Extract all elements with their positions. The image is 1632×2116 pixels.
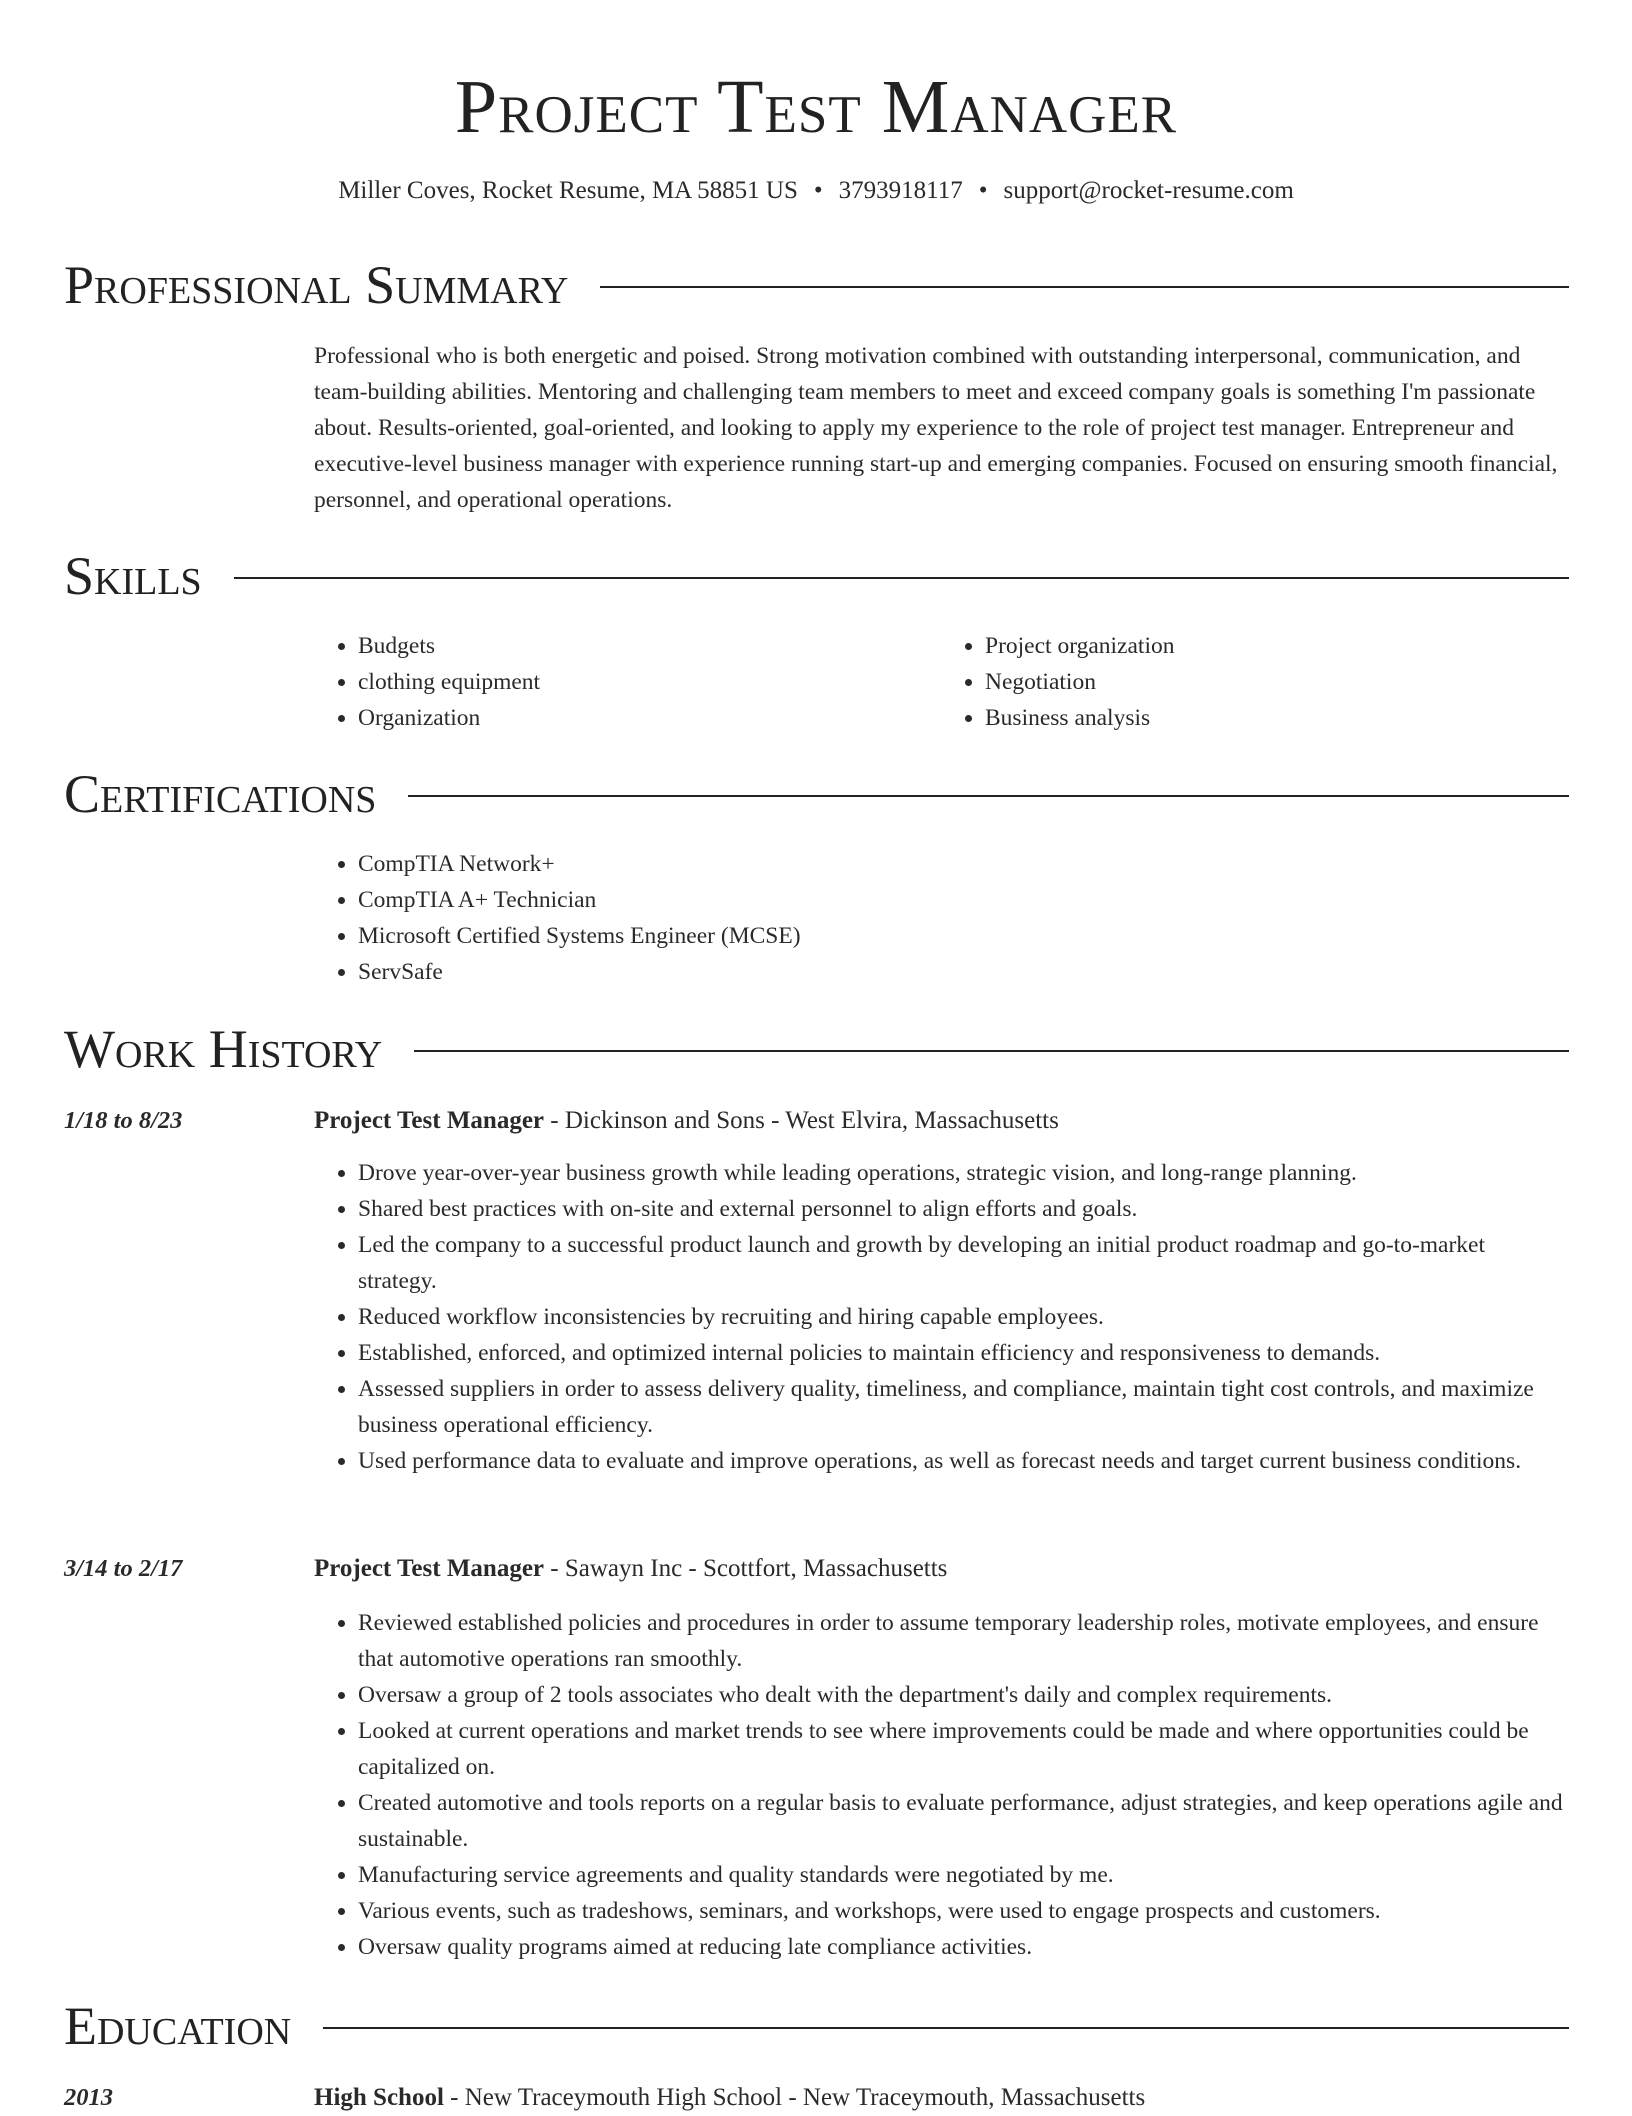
certifications-list [314,846,1568,990]
skills-list [314,628,1568,736]
certifications-section-header [64,762,1569,826]
work-section-header [64,1017,1569,1081]
section-divider [234,577,1569,579]
certification-item: • ServSafe [358,954,1568,990]
summary-heading: Professional Summary [64,255,569,315]
job-bullet: • Assessed suppliers in order to assess delivery quality, timeliness, and compliance, maintain tight cost controls, and maximize business operational efficiency. [358,1371,1568,1443]
work-heading: Work History [64,1019,383,1079]
education-year: 2013 [64,2084,113,2111]
skill-item: • Negotiation [985,664,1568,700]
certification-item: • Microsoft Certified Systems Engineer (MCSE) [358,918,1568,954]
job-bullets [314,1155,1568,1479]
skill-item: • Budgets [358,628,941,664]
certification-item: • CompTIA A+ Technician [358,882,1568,918]
job-bullet: • Used performance data to evaluate and improve operations, as well as forecast needs and target current business conditions. [358,1443,1568,1479]
skills-column-left [314,628,941,736]
job-title: Project Test Manager [314,1107,545,1134]
certifications-heading: Certifications [64,764,377,824]
job-bullet: • Drove year-over-year business growth while leading operations, strategic vision, and long-range planning. [358,1155,1568,1191]
skills-section-header [64,544,1569,608]
education-heading: Education [64,1996,292,2056]
job-bullet: • Created automotive and tools reports on a regular basis to evaluate performance, adjust strategies, and keep operations agile and sustainable. [358,1785,1568,1857]
job-bullet: • Shared best practices with on-site and external personnel to align efforts and goals. [358,1191,1568,1227]
section-divider [414,1050,1569,1052]
contact-separator: • [813,177,823,204]
job-bullet: • Reduced workflow inconsistencies by recruiting and hiring capable employees. [358,1299,1568,1335]
summary-text: Professional who is both energetic and poised. Strong motivation combined with outstanding interpersonal, communication, and team-building abilities. Mentoring and challenging team members to meet and exceed company goals is something I'm passionate about. Results-oriented, goal-oriented, and looking to apply my experience to the role of project test manager. Entrepreneur and executive-level business manager with experience running start-up and emerging companies. Focused on ensuring smooth financial, personnel, and operational operations. [314,343,1558,513]
job-bullet: • Various events, such as tradeshows, seminars, and workshops, were used to engage prospects and customers. [358,1893,1568,1929]
job-dates: 3/14 to 2/17 [64,1555,183,1582]
skills-column-right [941,628,1568,736]
job-bullet: • Reviewed established policies and procedures in order to assume temporary leadership roles, motivate employees, and ensure that automotive operations ran smoothly. [358,1605,1568,1677]
certification-item: • CompTIA Network+ [358,846,1568,882]
job-bullet: • Led the company to a successful product launch and growth by developing an initial product roadmap and go-to-market strategy. [358,1227,1568,1299]
job-title-line [314,1103,1568,1139]
section-divider [408,795,1569,797]
education-degree: High School [314,2084,444,2111]
contact-line [0,174,1632,208]
job-title-line [314,1551,1568,1587]
job-dates: 1/18 to 8/23 [64,1107,183,1134]
job-bullets [314,1605,1568,1965]
job-bullet: • Oversaw quality programs aimed at reducing late compliance activities. [358,1929,1568,1965]
skill-item: • Project organization [985,628,1568,664]
skill-item: • Organization [358,700,941,736]
job-title: Project Test Manager [314,1555,545,1582]
contact-phone: 3793918117 [838,177,963,204]
candidate-name: Project Test Manager [454,65,1178,149]
education-line [314,2080,1568,2116]
section-divider [600,286,1569,288]
job-bullet: • Looked at current operations and market trends to see where improvements could be made and where opportunities could be capitalized on. [358,1713,1568,1785]
section-divider [323,2027,1569,2029]
contact-separator: • [978,177,988,204]
job-company: - Dickinson and Sons - West Elvira, Massachusetts [544,1107,1059,1134]
job-bullet: • Established, enforced, and optimized internal policies to maintain efficiency and responsiveness to demands. [358,1335,1568,1371]
job-company: - Sawayn Inc - Scottfort, Massachusetts [544,1555,948,1582]
education-school: - New Traceymouth High School - New Traceymouth, Massachusetts [443,2084,1146,2111]
job-bullet: • Manufacturing service agreements and quality standards were negotiated by me. [358,1857,1568,1893]
contact-address: Miller Coves, Rocket Resume, MA 58851 US [338,177,798,204]
summary-body [314,338,1568,518]
education-section-header [64,1994,1569,2058]
skill-item: • Business analysis [985,700,1568,736]
skills-heading: Skills [64,546,202,606]
contact-email[interactable]: support@rocket-resume.com [1003,177,1294,204]
job-bullet: • Oversaw a group of 2 tools associates who dealt with the department's daily and complex requirements. [358,1677,1568,1713]
skill-item: • clothing equipment [358,664,941,700]
summary-section-header [64,253,1569,317]
